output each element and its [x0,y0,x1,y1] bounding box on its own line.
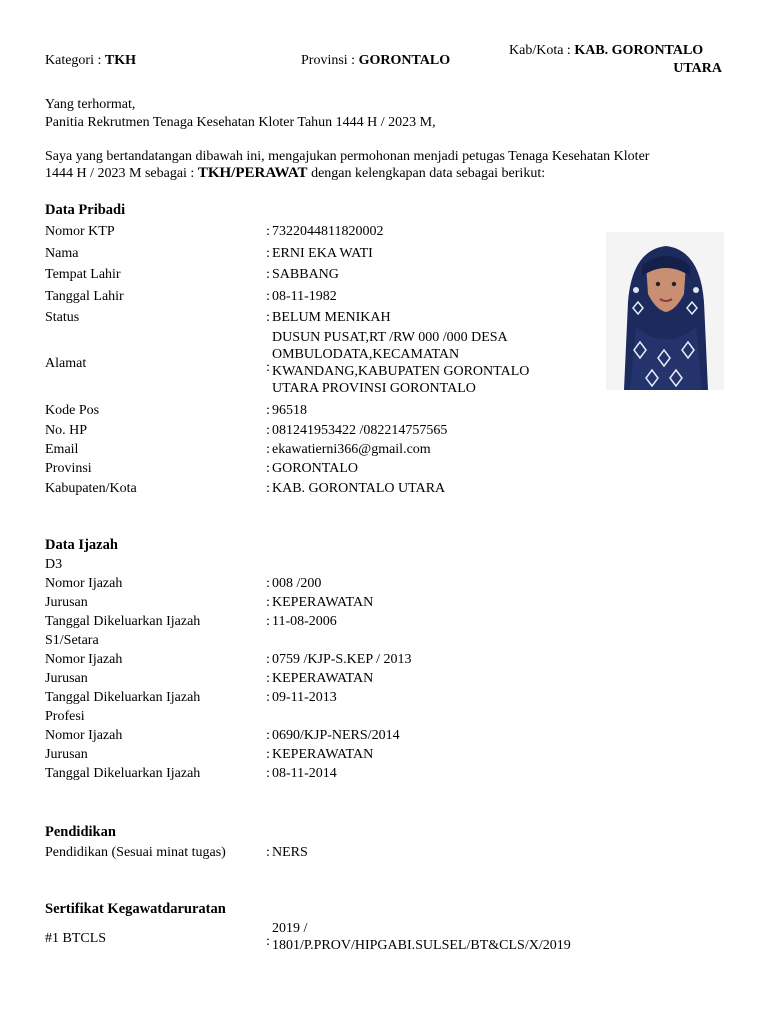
kabkota-field [509,42,703,59]
kabkota-header-label: Kab/Kota : [509,43,575,58]
ijazah-group-name: D3 [45,557,63,572]
value-pribadi-4: BELUM MENIKAH [272,310,391,325]
value-pribadi2-1: 081241953422 /082214757565 [272,423,448,438]
value-ijazah-2-1: KEPERAWATAN [272,747,374,762]
colon-pribadi2-3: : [266,461,270,476]
colon-alamat: : [266,360,270,375]
label-ijazah-0-2: Tanggal Dikeluarkan Ijazah [45,614,201,629]
provinsi-field [301,52,450,69]
label-ijazah-2-0: Nomor Ijazah [45,728,123,743]
kabkota-header-value: KAB. GORONTALO [574,43,704,58]
section-title-sertifikat: Sertifikat Kegawatdaruratan [45,901,226,917]
colon-ijazah-1-2: : [266,690,270,705]
value-ijazah-2-0: 0690/KJP-NERS/2014 [272,728,400,743]
value-ijazah-0-2: 11-08-2006 [272,614,337,629]
label-pribadi2-3: Provinsi [45,461,92,476]
label-ijazah-1-2: Tanggal Dikeluarkan Ijazah [45,690,201,705]
value-pribadi-3: 08-11-1982 [272,289,337,304]
colon-pribadi2-2: : [266,442,270,457]
label-pribadi-1: Nama [45,246,79,261]
value-alamat-line: KWANDANG,KABUPATEN GORONTALO [272,364,530,379]
value-ijazah-0-0: 008 /200 [272,576,322,591]
recipient: Panitia Rekrutmen Tenaga Kesehatan Kloter Tahun 1444 H / 2023 M, [45,115,436,130]
value-pribadi-2: SABBANG [272,267,339,282]
kategori-label: Kategori : [45,53,105,68]
value-ijazah-1-0: 0759 /KJP-S.KEP / 2013 [272,652,412,667]
colon-ijazah-2-2: : [266,766,270,781]
label-pribadi-0: Nomor KTP [45,224,115,239]
value-alamat-line: UTARA PROVINSI GORONTALO [272,381,476,396]
section-title-pendidikan: Pendidikan [45,824,116,840]
value-pribadi2-4: KAB. GORONTALO UTARA [272,481,446,496]
salutation: Yang terhormat, [45,97,136,112]
value-alamat-line: DUSUN PUSAT,RT /RW 000 /000 DESA [272,330,508,345]
label-ijazah-0-0: Nomor Ijazah [45,576,123,591]
sertifikat-value-line-1: 2019 / [272,921,308,936]
label-pribadi-4: Status [45,310,80,325]
colon-pribadi-0: : [266,224,270,239]
label-ijazah-2-2: Tanggal Dikeluarkan Ijazah [45,766,201,781]
colon-ijazah-1-0: : [266,652,270,667]
intro-line-2-pre: 1444 H / 2023 M sebagai : [45,166,198,181]
position-value: TKH/PERAWAT [197,165,308,181]
value-pribadi-0: 7322044811820002 [272,224,384,239]
kategori-field [45,52,136,69]
value-ijazah-0-1: KEPERAWATAN [272,595,374,610]
colon-pribadi2-4: : [266,481,270,496]
sertifikat-colon: : [266,934,270,949]
label-pribadi2-1: No. HP [45,423,88,438]
profile-photo [606,232,724,390]
label-ijazah-2-1: Jurusan [45,747,88,762]
value-pribadi-1: ERNI EKA WATI [272,246,373,261]
colon-pribadi-4: : [266,310,270,325]
label-alamat: Alamat [45,356,87,371]
intro-line-2-post: dengan kelengkapan data sebagai berikut: [307,166,546,181]
colon-pribadi2-0: : [266,403,270,418]
intro-line-1: Saya yang bertandatangan dibawah ini, mengajukan permohonan menjadi petugas Tenaga Kesehatan Kloter [45,149,650,164]
value-ijazah-1-1: KEPERAWATAN [272,671,374,686]
kategori-value: TKH [104,53,136,68]
value-ijazah-1-2: 09-11-2013 [272,690,337,705]
colon-pribadi-2: : [266,267,270,282]
label-pribadi2-0: Kode Pos [45,403,100,418]
section-title-data-pribadi: Data Pribadi [45,202,126,218]
intro-line-2 [45,165,545,182]
colon-pribadi-1: : [266,246,270,261]
provinsi-header-label: Provinsi : [301,53,359,68]
colon-ijazah-0-2: : [266,614,270,629]
colon-ijazah-1-1: : [266,671,270,686]
label-pribadi2-4: Kabupaten/Kota [45,481,137,496]
ijazah-group-name: S1/Setara [45,633,99,648]
value-pribadi2-3: GORONTALO [272,461,358,476]
value-alamat-line: OMBULODATA,KECAMATAN [272,347,460,362]
value-pribadi2-0: 96518 [272,403,307,418]
label-ijazah-0-1: Jurusan [45,595,88,610]
colon-ijazah-2-1: : [266,747,270,762]
ijazah-group-name: Profesi [45,709,85,724]
colon-ijazah-2-0: : [266,728,270,743]
label-pribadi-3: Tanggal Lahir [45,289,124,304]
colon-ijazah-0-1: : [266,595,270,610]
label-ijazah-1-0: Nomor Ijazah [45,652,123,667]
kabkota-header-value-cont: UTARA [673,61,722,76]
value-pribadi2-2: ekawatierni366@gmail.com [272,442,431,457]
section-title-data-ijazah: Data Ijazah [45,537,118,553]
label-pribadi2-2: Email [45,442,79,457]
label-pribadi-2: Tempat Lahir [45,267,121,282]
colon-ijazah-0-0: : [266,576,270,591]
pendidikan-colon: : [266,845,270,860]
pendidikan-value: NERS [272,845,308,860]
pendidikan-label: Pendidikan (Sesuai minat tugas) [45,845,226,860]
sertifikat-label: #1 BTCLS [45,931,107,946]
colon-pribadi-3: : [266,289,270,304]
provinsi-header-value: GORONTALO [358,53,451,68]
colon-pribadi2-1: : [266,423,270,438]
sertifikat-value-line-2: 1801/P.PROV/HIPGABI.SULSEL/BT&CLS/X/2019 [272,938,571,953]
label-ijazah-1-1: Jurusan [45,671,88,686]
value-ijazah-2-2: 08-11-2014 [272,766,337,781]
